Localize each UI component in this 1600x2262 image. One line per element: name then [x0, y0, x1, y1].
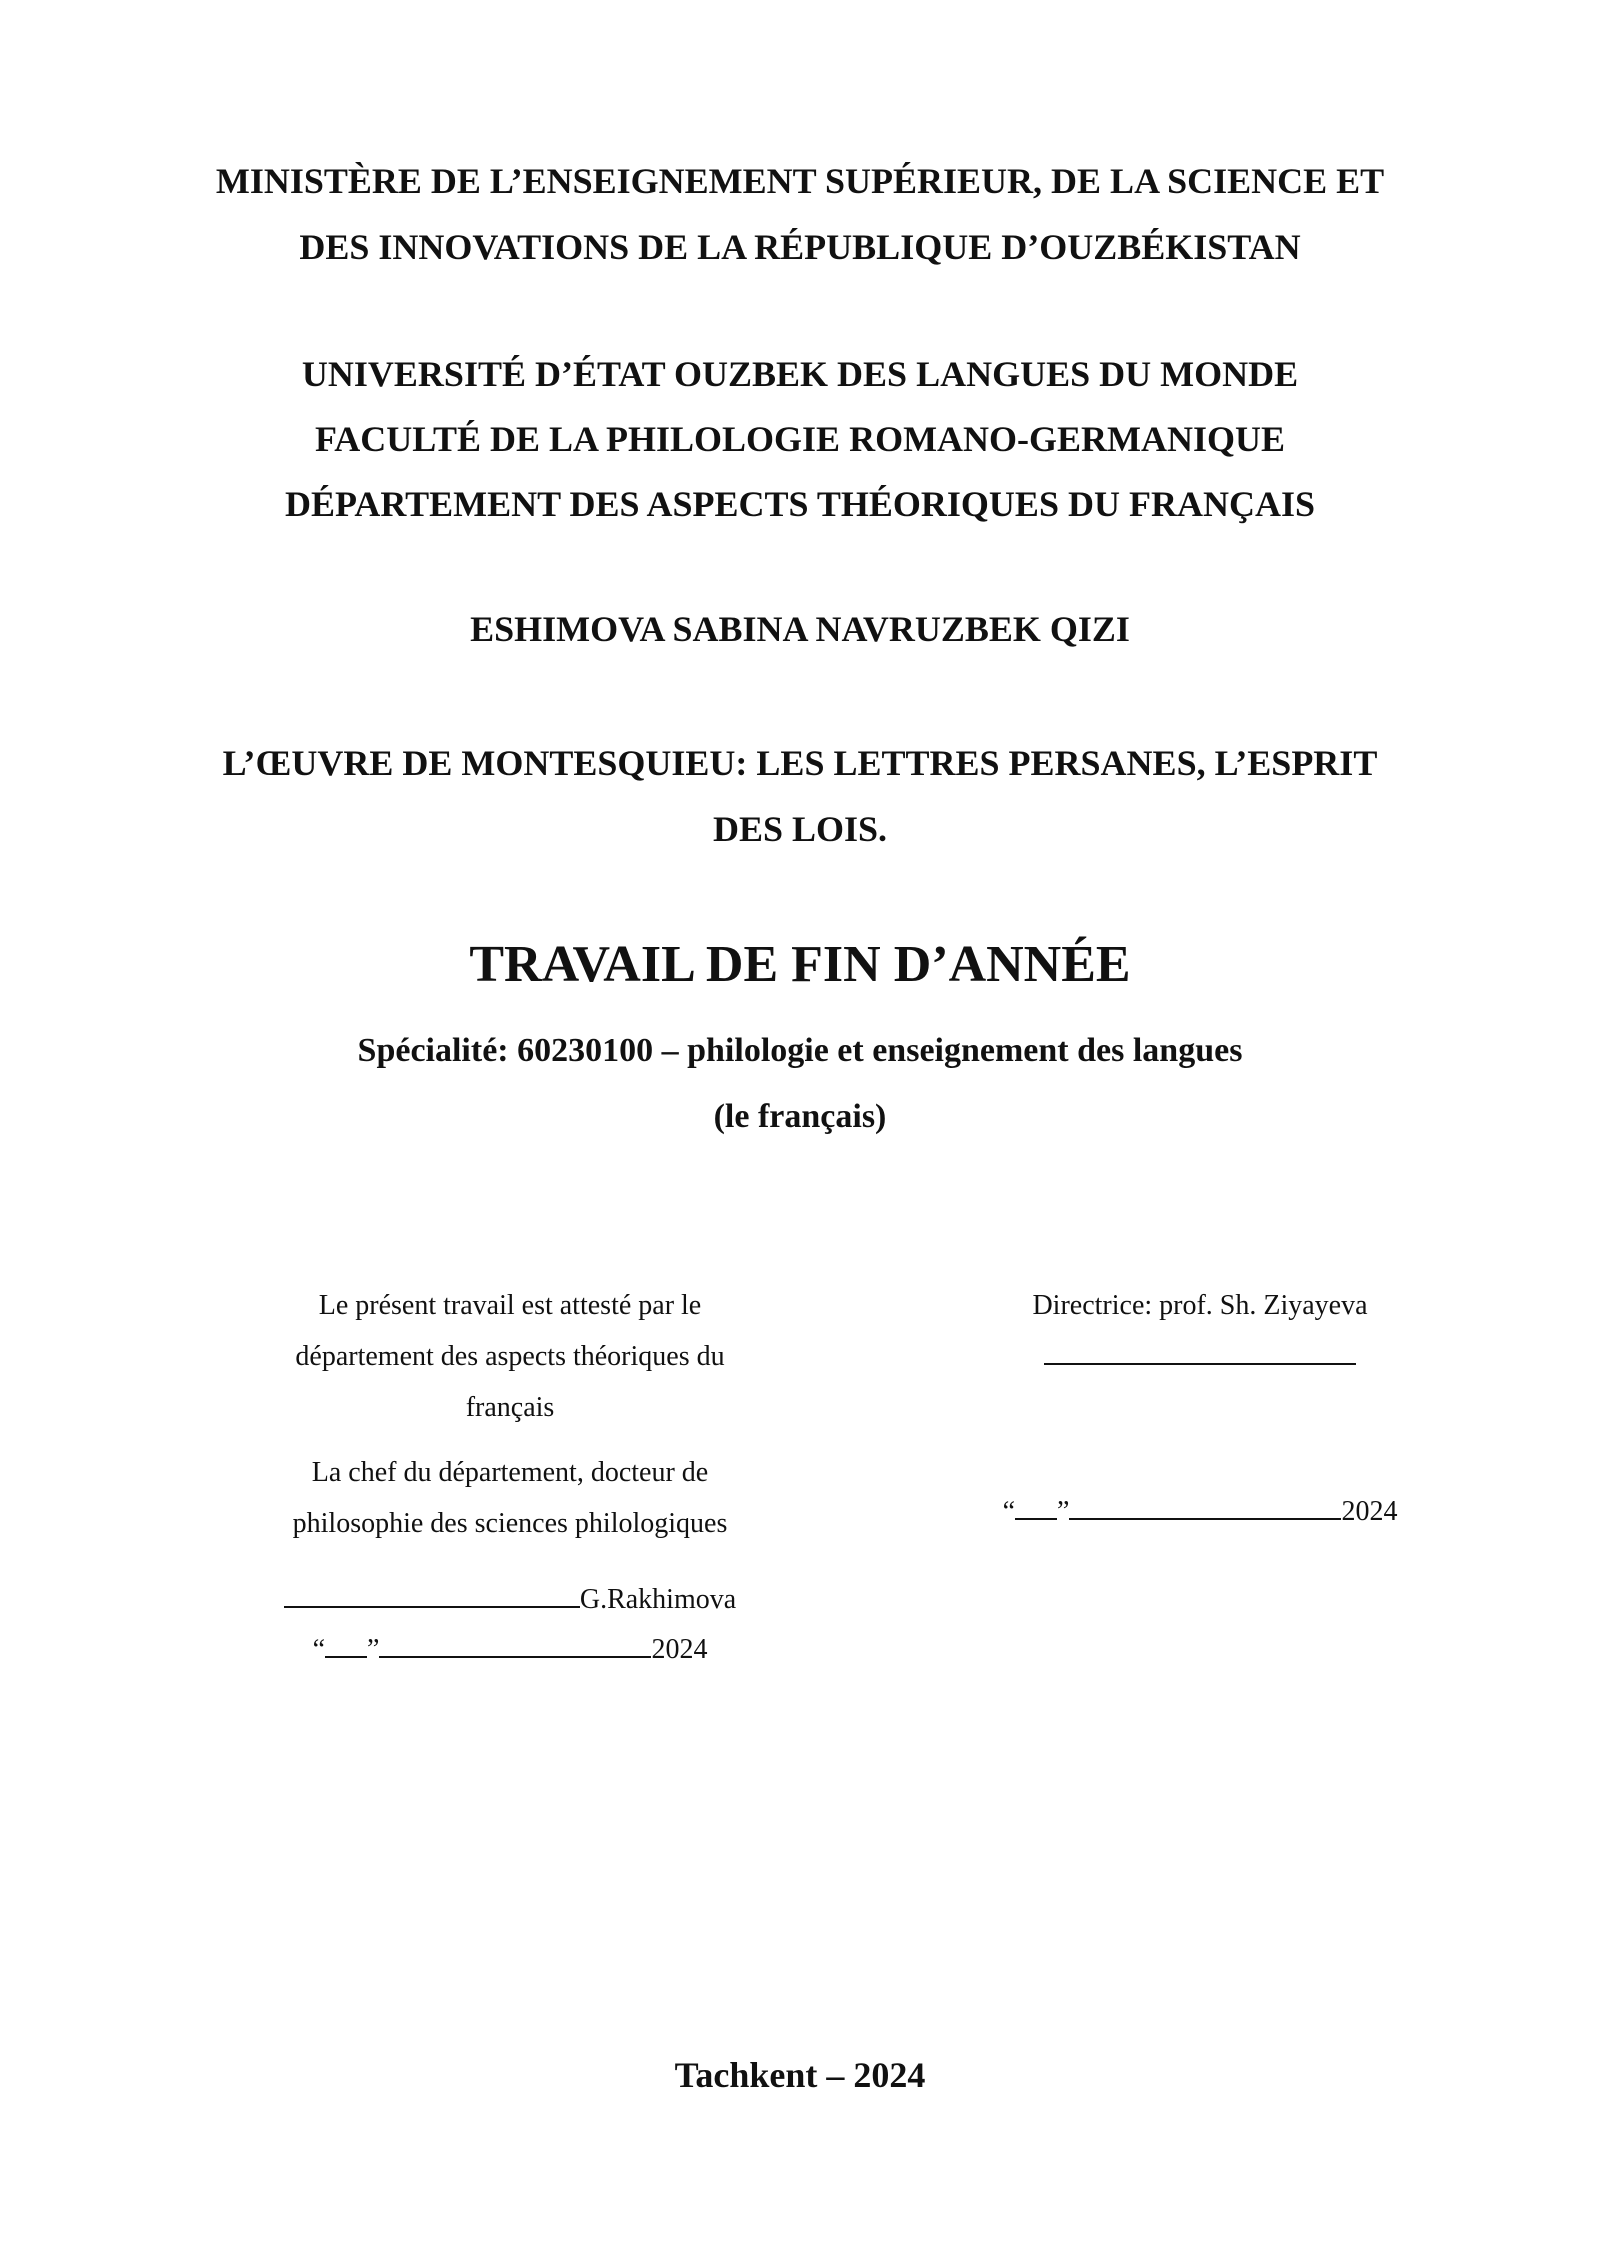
director-date-line — [960, 1487, 1440, 1537]
ministry-heading — [0, 148, 1600, 280]
work-title-line-2: DES LOIS. — [712, 809, 888, 849]
attestation-line: département des aspects théoriques du — [295, 1341, 725, 1372]
document-type-text: TRAVAIL DE FIN D’ANNÉE — [469, 936, 1131, 993]
attestation-block — [250, 1280, 770, 1675]
director-signature-blank — [1044, 1363, 1356, 1365]
specialty-line-2: (le français) — [713, 1098, 887, 1135]
chief-signature-name: G.Rakhimova — [579, 1584, 737, 1615]
chief-signature — [250, 1575, 770, 1675]
day-blank — [1015, 1494, 1057, 1520]
date-close-quote: ” — [367, 1634, 380, 1665]
date-close-quote: ” — [1057, 1496, 1070, 1527]
institution-heading — [0, 342, 1600, 537]
day-blank — [325, 1632, 367, 1658]
chief-line: La chef du département, docteur de — [311, 1457, 709, 1488]
month-blank — [379, 1632, 651, 1658]
place-and-year: Tachkent – 2024 — [674, 2055, 926, 2095]
month-blank — [1069, 1494, 1341, 1520]
author-name-text: ESHIMOVA SABINA NAVRUZBEK QIZI — [470, 609, 1130, 649]
attestation-line: Le présent travail est attesté par le — [318, 1290, 702, 1321]
ministry-line-1: MINISTÈRE DE L’ENSEIGNEMENT SUPÉRIEUR, DE LA SCIENCE ET — [215, 161, 1385, 201]
document-type — [0, 930, 1600, 1000]
chief-date-line — [250, 1625, 770, 1675]
chief-line: philosophie des sciences philologiques — [292, 1508, 728, 1539]
chief-signature-line — [250, 1575, 770, 1625]
university-name: UNIVERSITÉ D’ÉTAT OUZBEK DES LANGUES DU MONDE — [301, 354, 1299, 394]
department-name: DÉPARTEMENT DES ASPECTS THÉORIQUES DU FRANÇAIS — [285, 484, 1315, 524]
ministry-line-2: DES INNOVATIONS DE LA RÉPUBLIQUE D’OUZBÉKISTAN — [299, 227, 1301, 267]
date-open-quote: “ — [312, 1634, 325, 1665]
date-year: 2024 — [651, 1634, 708, 1665]
specialty-line-1: Spécialité: 60230100 – philologie et enseignement des langues — [357, 1032, 1243, 1069]
director-block — [960, 1280, 1440, 1537]
author-name — [0, 604, 1600, 654]
specialty — [0, 1018, 1600, 1150]
work-title — [0, 730, 1600, 862]
work-title-line-1: L’ŒUVRE DE MONTESQUIEU: LES LETTRES PERSANES, L’ESPRIT — [222, 743, 1378, 783]
date-year: 2024 — [1341, 1496, 1398, 1527]
faculty-name: FACULTÉ DE LA PHILOLOGIE ROMANO-GERMANIQUE — [314, 419, 1286, 459]
date-open-quote: “ — [1002, 1496, 1015, 1527]
attestation-text — [250, 1280, 770, 1433]
director-name: Directrice: prof. Sh. Ziyayeva — [1032, 1290, 1368, 1321]
attestation-line: français — [465, 1392, 555, 1423]
department-chief-title — [250, 1447, 770, 1549]
signature-blank — [284, 1582, 580, 1608]
